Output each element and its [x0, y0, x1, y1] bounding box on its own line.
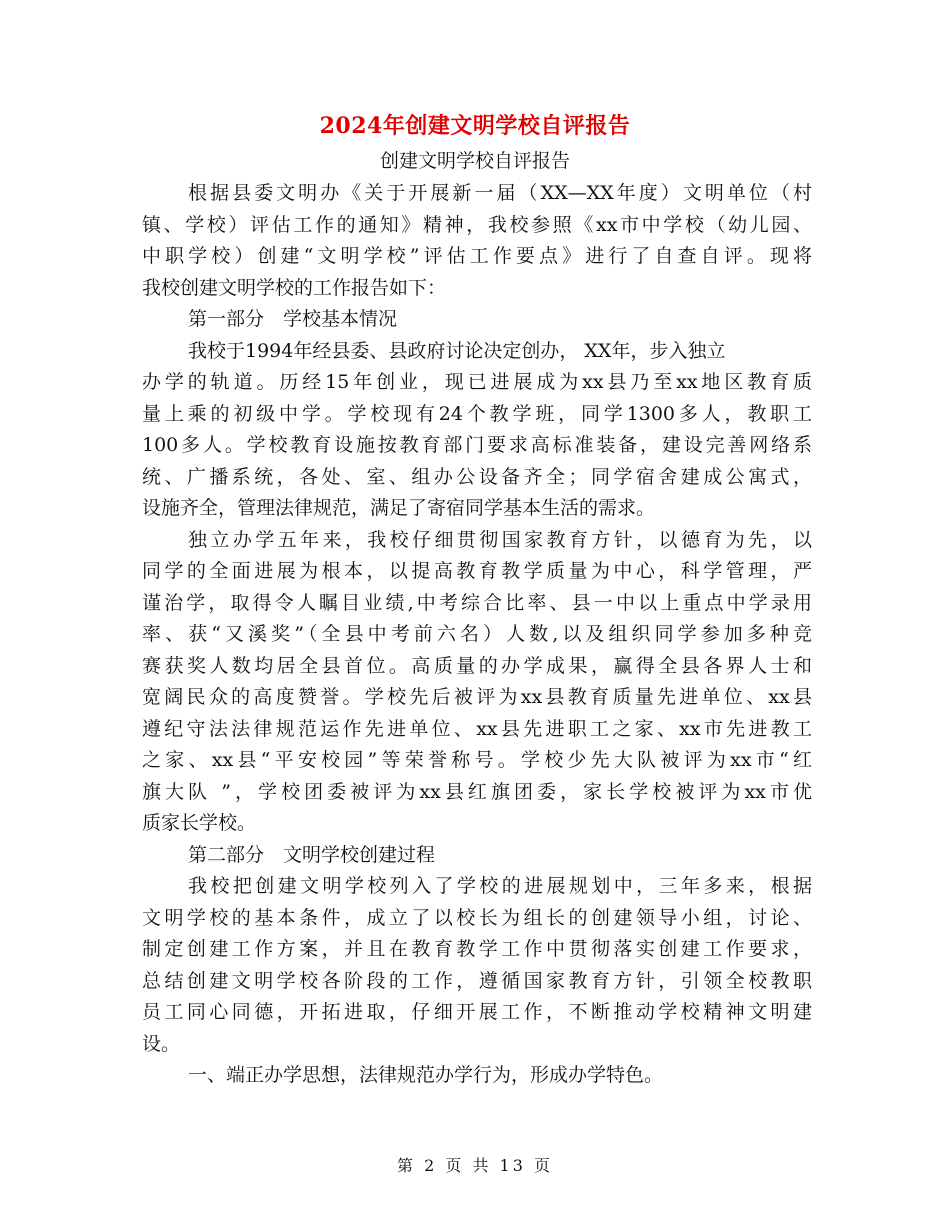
body-line: 我校把创建文明学校列入了学校的进展规划中，三年多来，根据: [188, 875, 812, 897]
section-heading: 第二部分 文明学校创建过程: [188, 843, 436, 866]
body-line: 同学的全面进展为根本，以提高教育教学质量为中心，科学管理，严: [142, 560, 812, 582]
body-line: 遵纪守法法律规范运作先进单位、xx县先进职工之家、xx市先进教工: [142, 717, 812, 740]
body-line: 员工同心同德，开拓进取，仔细开展工作，不断推动学校精神文明建: [142, 1001, 812, 1023]
body-line: 中职学校）创建“文明学校”评估工作要点》进行了自查自评。现将: [142, 245, 812, 267]
body-line: 总结创建文明学校各阶段的工作，遵循国家教育方针，引领全校教职: [142, 969, 812, 992]
body-line: 之家、xx县“平安校园”等荣誉称号。学校少先大队被评为xx市“红: [142, 749, 812, 771]
body-line: 赛获奖人数均居全县首位。高质量的办学成果，赢得全县各界人士和: [142, 654, 812, 677]
document-title: 2024年创建文明学校自评报告: [319, 113, 631, 139]
document-subtitle: 创建文明学校自评报告: [379, 150, 570, 172]
body-line: 办学的轨道。历经15年创业，现已进展成为xx县乃至xx地区教育质: [142, 371, 812, 393]
body-line: 文明学校的基本条件，成立了以校长为组长的创建领导小组，讨论、: [142, 906, 812, 929]
body-line: 根据县委文明办《关于开展新一届（XX—XX年度）文明单位（村: [188, 182, 812, 204]
page-number: 第 2 页 共 13 页: [397, 1156, 553, 1175]
section-heading: 第一部分 学校基本情况: [188, 308, 398, 330]
body-line: 制定创建工作方案，并且在教育教学工作中贯彻落实创建工作要求，: [142, 938, 812, 960]
body-line: 宽阔民众的高度赞誉。学校先后被评为xx县教育质量先进单位、xx县: [142, 686, 812, 708]
body-line: 我校创建文明学校的工作报告如下：: [142, 276, 447, 299]
body-line: 量上乘的初级中学。学校现有24个教学班，同学1300多人，教职工: [142, 402, 812, 425]
body-line: 统、广播系统，各处、室、组办公设备齐全；同学宿舍建成公寓式，: [142, 465, 812, 488]
body-line: 独立办学五年来，我校仔细贯彻国家教育方针，以德育为先，以: [188, 528, 812, 551]
body-line: 设施齐全，管理法律规范，满足了寄宿同学基本生活的需求。: [142, 497, 656, 519]
body-line: 一、端正办学思想，法律规范办学行为，形成办学特色。: [188, 1064, 664, 1086]
document-body: [142, 178, 812, 1092]
body-line: 我校于1994年经县委、县政府讨论决定创办， XX年，步入独立: [188, 339, 726, 362]
body-line: 100多人。学校教育设施按教育部门要求高标准装备，建设完善网络系: [142, 434, 812, 456]
body-line: 镇、学校）评估工作的通知》精神，我校参照《xx市中学校（幼儿园、: [142, 213, 812, 236]
body-line: 旗大队 ”，学校团委被评为xx县红旗团委，家长学校被评为xx市优: [142, 780, 812, 803]
body-line: 谨治学，取得令人瞩目业绩,中考综合比率、县一中以上重点中学录用: [142, 591, 812, 614]
body-line: 设。: [142, 1032, 181, 1055]
body-line: 率、获“又溪奖”（全县中考前六名）人数,以及组织同学参加多种竞: [142, 623, 812, 645]
body-line: 质家长学校。: [142, 812, 257, 834]
